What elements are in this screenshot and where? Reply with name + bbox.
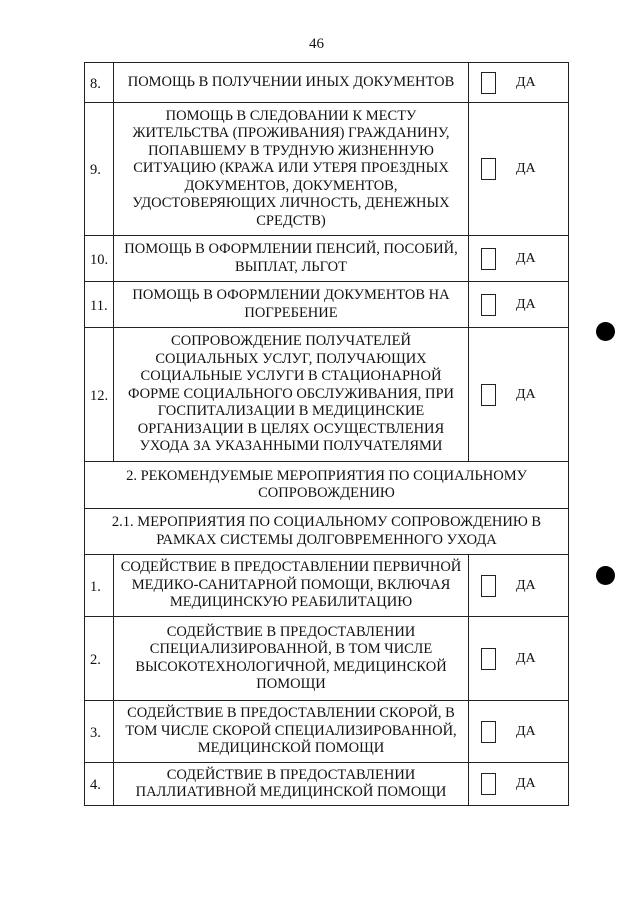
row-text: СОДЕЙСТВИЕ В ПРЕДОСТАВЛЕНИИ ПЕРВИЧНОЙ МЕДИКО-САНИТАРНОЙ ПОМОЩИ, ВКЛЮЧАЯ МЕДИЦИНСКУЮ РЕАБИЛИТАЦИЮ [114,555,469,617]
page-number: 46 [309,36,324,52]
row-number: 4. [85,763,114,806]
answer-label: ДА [516,776,536,792]
checkbox[interactable] [481,648,496,670]
binder-hole-icon [596,322,615,341]
row-text: ПОМОЩЬ В ОФОРМЛЕНИИ ДОКУМЕНТОВ НА ПОГРЕБЕНИЕ [114,282,469,328]
row-number: 8. [85,63,114,103]
checkbox[interactable] [481,158,496,180]
table-row [85,328,569,462]
answer-label: ДА [516,577,536,593]
table-row [85,236,569,282]
table-row [85,63,569,103]
answer-cell [469,63,569,103]
section-heading-row [85,462,569,509]
section-heading: 2. РЕКОМЕНДУЕМЫЕ МЕРОПРИЯТИЯ ПО СОЦИАЛЬНОМУ СОПРОВОЖДЕНИЮ [85,462,569,509]
row-text: СОПРОВОЖДЕНИЕ ПОЛУЧАТЕЛЕЙ СОЦИАЛЬНЫХ УСЛУГ, ПОЛУЧАЮЩИХ СОЦИАЛЬНЫЕ УСЛУГИ В СТАЦИОНАРНОЙ ФОРМЕ СОЦИАЛЬНОГО ОБСЛУЖИВАНИЯ, ПРИ ГОСПИТАЛИЗАЦИИ В МЕДИЦИНСКИЕ ОРГАНИЗАЦИИ В ЦЕЛЯХ ОСУЩЕСТВЛЕНИЯ УХОДА ЗА УКАЗАННЫМИ ПОЛУЧАТЕЛЯМИ [114,328,469,462]
checkbox[interactable] [481,575,496,597]
answer-cell [469,617,569,701]
row-number: 10. [85,236,114,282]
subsection-heading: 2.1. МЕРОПРИЯТИЯ ПО СОЦИАЛЬНОМУ СОПРОВОЖДЕНИЮ В РАМКАХ СИСТЕМЫ ДОЛГОВРЕМЕННОГО УХОДА [85,509,569,555]
checkbox[interactable] [481,773,496,795]
answer-cell [469,282,569,328]
checkbox[interactable] [481,384,496,406]
checkbox[interactable] [481,72,496,94]
table-row [85,282,569,328]
answer-cell [469,236,569,282]
table-row [85,617,569,701]
table-row [85,555,569,617]
services-table [84,62,569,806]
answer-cell [469,328,569,462]
row-text: СОДЕЙСТВИЕ В ПРЕДОСТАВЛЕНИИ СКОРОЙ, В ТОМ ЧИСЛЕ СКОРОЙ СПЕЦИАЛИЗИРОВАННОЙ, МЕДИЦИНСКОЙ ПОМОЩИ [114,701,469,763]
row-number: 12. [85,328,114,462]
answer-cell [469,701,569,763]
checkbox[interactable] [481,721,496,743]
answer-label: ДА [516,250,536,266]
subsection-heading-row [85,509,569,555]
row-text: ПОМОЩЬ В ОФОРМЛЕНИИ ПЕНСИЙ, ПОСОБИЙ, ВЫПЛАТ, ЛЬГОТ [114,236,469,282]
answer-label: ДА [516,386,536,402]
binder-hole-icon [596,566,615,585]
table-row [85,103,569,236]
checkbox[interactable] [481,248,496,270]
answer-cell [469,555,569,617]
table-row [85,763,569,806]
answer-label: ДА [516,74,536,90]
row-number: 1. [85,555,114,617]
answer-label: ДА [516,723,536,739]
row-number: 9. [85,103,114,236]
row-number: 2. [85,617,114,701]
row-text: ПОМОЩЬ В СЛЕДОВАНИИ К МЕСТУ ЖИТЕЛЬСТВА (ПРОЖИВАНИЯ) ГРАЖДАНИНУ, ПОПАВШЕМУ В ТРУДНУЮ ЖИЗНЕННУЮ СИТУАЦИЮ (КРАЖА ИЛИ УТЕРЯ ПРОЕЗДНЫХ ДОКУМЕНТОВ, ДОКУМЕНТОВ, УДОСТОВЕРЯЮЩИХ ЛИЧНОСТЬ, ДЕНЕЖНЫХ СРЕДСТВ) [114,103,469,236]
answer-cell [469,763,569,806]
row-text: СОДЕЙСТВИЕ В ПРЕДОСТАВЛЕНИИ ПАЛЛИАТИВНОЙ МЕДИЦИНСКОЙ ПОМОЩИ [114,763,469,806]
table-row [85,701,569,763]
row-text: ПОМОЩЬ В ПОЛУЧЕНИИ ИНЫХ ДОКУМЕНТОВ [114,63,469,103]
answer-label: ДА [516,161,536,177]
answer-label: ДА [516,650,536,666]
row-number: 3. [85,701,114,763]
row-number: 11. [85,282,114,328]
row-text: СОДЕЙСТВИЕ В ПРЕДОСТАВЛЕНИИ СПЕЦИАЛИЗИРОВАННОЙ, В ТОМ ЧИСЛЕ ВЫСОКОТЕХНОЛОГИЧНОЙ, МЕДИЦИНСКОЙ ПОМОЩИ [114,617,469,701]
answer-cell [469,103,569,236]
checkbox[interactable] [481,294,496,316]
answer-label: ДА [516,296,536,312]
